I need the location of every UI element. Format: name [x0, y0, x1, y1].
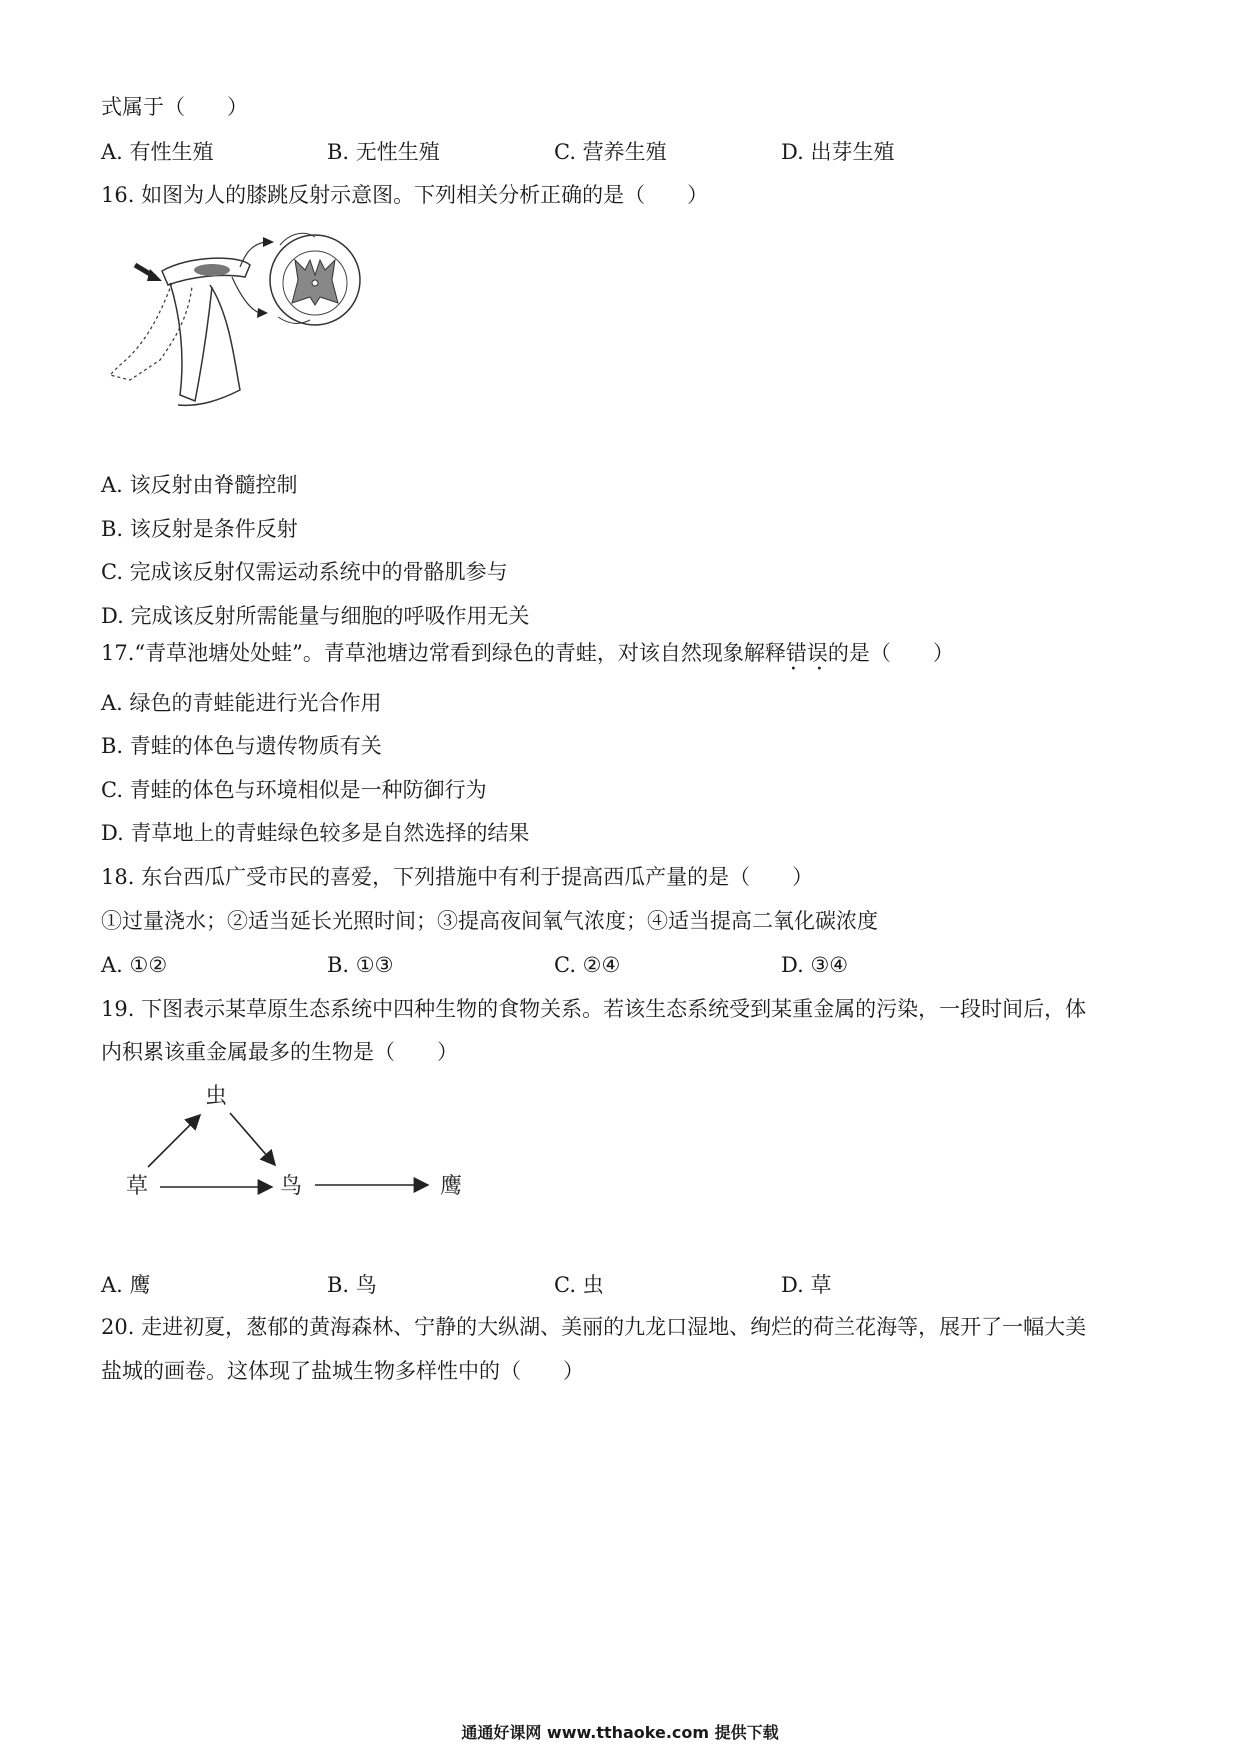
q19-option-c: C. 虫 — [554, 1273, 604, 1297]
q18-option-a: A. ①② — [101, 953, 168, 977]
q19-stem-line2: 内积累该重金属最多的生物是（ ） — [101, 1040, 458, 1064]
q19-stem-line1: 19. 下图表示某草原生态系统中四种生物的食物关系。若该生态系统受到某重金属的污染，一段时间后，体 — [101, 997, 1087, 1021]
q18-option-c: C. ②④ — [554, 953, 621, 977]
q18-stem: 18. 东台西瓜广受市民的喜爱，下列措施中有利于提高西瓜产量的是（ ） — [101, 865, 814, 889]
q18-option-d: D. ③④ — [781, 953, 849, 977]
web-hawk-label: 鹰 — [440, 1174, 463, 1199]
q19-option-d: D. 草 — [781, 1273, 832, 1297]
web-grass-label: 草 — [126, 1174, 149, 1199]
q18-option-b: B. ①③ — [327, 953, 394, 977]
arrow-grass-to-insect — [148, 1115, 200, 1167]
q17-stem-part2: 的是（ ） — [827, 641, 954, 665]
q16-option-b: B. 该反射是条件反射 — [101, 517, 298, 541]
q17-option-b: B. 青蛙的体色与遗传物质有关 — [101, 734, 382, 758]
page-footer: 通通好课网 www.tthaoke.com 提供下载 — [461, 1723, 779, 1742]
q18-measures: ①过量浇水；②适当延长光照时间；③提高夜间氧气浓度；④适当提高二氧化碳浓度 — [101, 909, 878, 933]
web-insect-label: 虫 — [205, 1084, 228, 1109]
q17-stem — [101, 638, 954, 668]
q16-stem: 16. 如图为人的膝跳反射示意图。下列相关分析正确的是（ ） — [101, 183, 709, 207]
q19-option-a: A. 鹰 — [101, 1273, 151, 1297]
q15-option-b: B. 无性生殖 — [327, 140, 440, 164]
q15-option-c: C. 营养生殖 — [554, 140, 667, 164]
q20-stem-line1: 20. 走进初夏，葱郁的黄海森林、宁静的大纵湖、美丽的九龙口湿地、绚烂的荷兰花海等，展开了一幅大美 — [101, 1315, 1087, 1339]
web-bird-label: 鸟 — [280, 1174, 303, 1199]
q20-stem-line2: 盐城的画卷。这体现了盐城生物多样性中的（ ） — [101, 1359, 584, 1383]
q17-emphasis: 错误 · · — [786, 641, 828, 665]
knee-reflex-figure — [100, 225, 365, 415]
q16-option-c: C. 完成该反射仅需运动系统中的骨骼肌参与 — [101, 560, 508, 584]
q17-stem-part1: 17.“青草池塘处处蛙”。青草池塘边常看到绿色的青蛙，对该自然现象解释 — [101, 641, 786, 665]
q16-option-a: A. 该反射由脊髓控制 — [101, 473, 298, 497]
q17-option-a: A. 绿色的青蛙能进行光合作用 — [101, 691, 382, 715]
q17-option-c: C. 青蛙的体色与环境相似是一种防御行为 — [101, 778, 487, 802]
q15-option-d: D. 出芽生殖 — [781, 140, 895, 164]
q15-option-a: A. 有性生殖 — [101, 140, 214, 164]
q15-stem-tail: 式属于（ ） — [101, 95, 248, 119]
arrow-insect-to-bird — [230, 1113, 275, 1165]
q17-option-d: D. 青草地上的青蛙绿色较多是自然选择的结果 — [101, 821, 530, 845]
food-web-figure — [110, 1075, 480, 1205]
q16-option-d: D. 完成该反射所需能量与细胞的呼吸作用无关 — [101, 604, 530, 628]
q19-option-b: B. 鸟 — [327, 1273, 377, 1297]
